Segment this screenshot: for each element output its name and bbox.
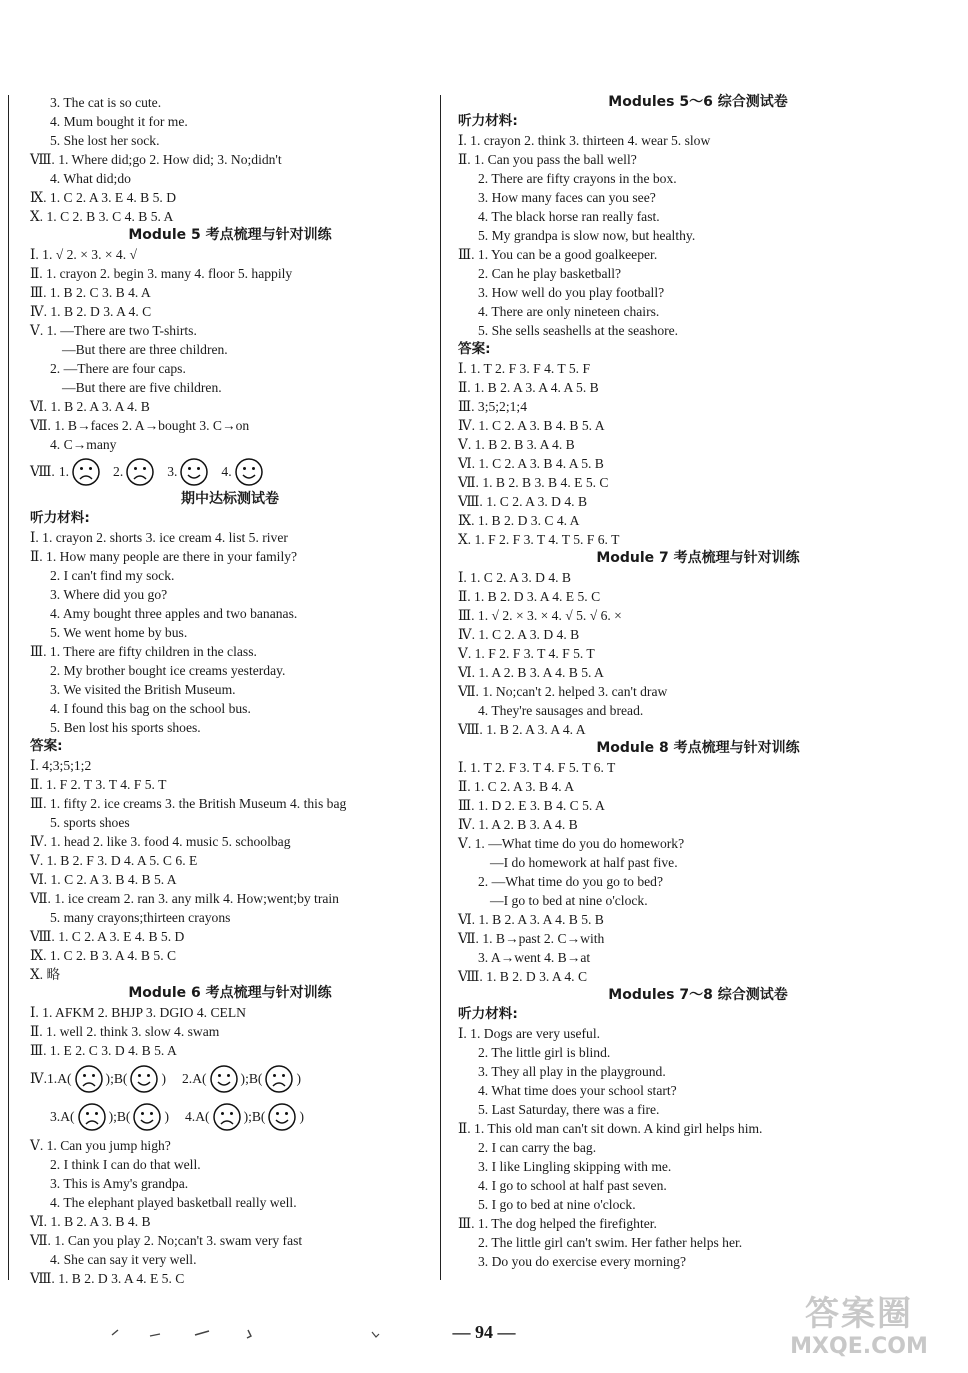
answer-line: Ⅰ. 1. C 2. A 3. D 4. B bbox=[458, 570, 572, 585]
answer-line: Ⅳ. 1. B 2. D 3. A 4. C bbox=[30, 304, 152, 319]
answer-line: 5. We went home by bus. bbox=[50, 625, 188, 640]
happy-face-icon bbox=[209, 1064, 239, 1094]
watermark-title: 答案圈 bbox=[805, 1294, 913, 1334]
answer-line: Ⅱ. 1. B 2. D 3. A 4. E 5. C bbox=[458, 589, 601, 604]
answer-line: Ⅲ. 1. The dog helped the firefighter. bbox=[458, 1216, 657, 1231]
answer-line: 4. There are only nineteen chairs. bbox=[478, 304, 660, 319]
answer-line: Ⅰ. 1. Dogs are very useful. bbox=[458, 1026, 601, 1041]
question-number: Ⅳ. bbox=[30, 1071, 47, 1086]
answer-line: Ⅸ. 1. C 2. B 3. A 4. B 5. C bbox=[30, 948, 177, 963]
answer-line: Ⅲ. 1. fifty 2. ice creams 3. the British Museum 4. this bag bbox=[30, 796, 347, 811]
answer-line: 3. Do you do exercise every morning? bbox=[478, 1254, 686, 1269]
answer-line: Ⅶ. 1. B 2. B 3. B 4. E 5. C bbox=[458, 475, 609, 490]
item-number: 1. bbox=[46, 1071, 58, 1086]
ab-face-answer-row bbox=[30, 1060, 430, 1098]
item-number: 3. bbox=[167, 464, 178, 479]
scan-artifact-marks bbox=[100, 1326, 400, 1340]
answer-line: 5. My grandpa is slow now, but healthy. bbox=[478, 228, 696, 243]
answer-line: Ⅷ. 1. C 2. A 3. D 4. B bbox=[458, 494, 588, 509]
answer-line: 2. I can't find my sock. bbox=[50, 568, 175, 583]
answer-line: Ⅰ. 1. T 2. F 3. F 4. T 5. F bbox=[458, 361, 591, 376]
answer-line: Ⅵ. 1. B 2. A 3. B 4. B bbox=[30, 1214, 151, 1229]
section-heading: Module 5 考点梳理与针对训练 bbox=[128, 227, 332, 243]
answer-line: Ⅷ. 1. B 2. D 3. A 4. C bbox=[458, 969, 588, 984]
section-label: 听力材料: bbox=[30, 510, 90, 526]
happy-face-icon bbox=[132, 1102, 162, 1132]
answer-line: Ⅹ. 略 bbox=[30, 967, 61, 982]
answer-line: —I do homework at half past five. bbox=[490, 855, 678, 870]
answer-line: 2. —What time do you go to bed? bbox=[478, 874, 663, 889]
section-label: 听力材料: bbox=[458, 1006, 518, 1022]
answer-line: 3. I like Lingling skipping with me. bbox=[478, 1159, 672, 1174]
answer-line: Ⅳ. 1. C 2. A 3. B 4. B 5. A bbox=[458, 418, 605, 433]
column-divider bbox=[440, 95, 441, 1280]
answer-line: Ⅷ. 1. B 2. D 3. A 4. E 5. C bbox=[30, 1271, 185, 1286]
answer-line: 5. Last Saturday, there was a fire. bbox=[478, 1102, 660, 1117]
left-column bbox=[30, 93, 430, 1288]
answer-line: Ⅷ. 1. B 2. A 3. A 4. A bbox=[458, 722, 586, 737]
answer-line: Ⅵ. 1. C 2. A 3. B 4. B 5. A bbox=[30, 872, 177, 887]
answer-line: Ⅴ. 1. —What time do you do homework? bbox=[458, 836, 685, 851]
answer-line: 3. We visited the British Museum. bbox=[50, 682, 236, 697]
answer-line: 5. sports shoes bbox=[50, 815, 130, 830]
answer-line: 2. The little girl can't swim. Her father helps her. bbox=[478, 1235, 743, 1250]
happy-face-icon bbox=[129, 1064, 159, 1094]
answer-line: Ⅴ. 1. B 2. B 3. A 4. B bbox=[458, 437, 575, 452]
answer-line: Ⅹ. 1. F 2. F 3. T 4. T 5. F 6. T bbox=[458, 532, 620, 547]
answer-line: Ⅲ. 1. √ 2. × 3. × 4. √ 5. √ 6. × bbox=[458, 608, 622, 623]
answer-line: Ⅹ. 1. C 2. B 3. C 4. B 5. A bbox=[30, 209, 174, 224]
right-column bbox=[458, 93, 938, 1271]
section-heading: Module 6 考点梳理与针对训练 bbox=[128, 985, 332, 1001]
left-margin-rule bbox=[8, 95, 9, 1280]
section-label: 听力材料: bbox=[458, 113, 518, 129]
watermark-url: MXQE.COM bbox=[790, 1334, 928, 1359]
answer-line: Ⅳ. 1. head 2. like 3. food 4. music 5. schoolbag bbox=[30, 834, 291, 849]
answer-line: 4. She can say it very well. bbox=[50, 1252, 197, 1267]
section-heading: 期中达标测试卷 bbox=[181, 491, 279, 507]
answer-line: 2. —There are four caps. bbox=[50, 361, 186, 376]
answer-line: 2. I think I can do that well. bbox=[50, 1157, 201, 1172]
answer-line: 2. There are fifty crayons in the box. bbox=[478, 171, 677, 186]
paren-close: ) bbox=[164, 1109, 169, 1124]
answer-line: Ⅶ. 1. No;can't 2. helped 3. can't draw bbox=[458, 684, 668, 699]
answer-line: Ⅱ. 1. crayon 2. begin 3. many 4. floor 5. happily bbox=[30, 266, 293, 281]
answer-line: Ⅵ. 1. B 2. A 3. A 4. B bbox=[30, 399, 150, 414]
answer-line: Ⅶ. 1. Can you play 2. No;can't 3. swam very fast bbox=[30, 1233, 303, 1248]
item-number: 2. bbox=[181, 1071, 193, 1086]
answer-line: 3. Where did you go? bbox=[50, 587, 168, 602]
answer-line: Ⅲ. 1. You can be a good goalkeeper. bbox=[458, 247, 658, 262]
answer-line: Ⅱ. 1. B 2. A 3. A 4. A 5. B bbox=[458, 380, 599, 395]
answer-line: 4. I found this bag on the school bus. bbox=[50, 701, 251, 716]
answer-line: 3. They all play in the playground. bbox=[478, 1064, 666, 1079]
section-heading: Modules 5～6 综合测试卷 bbox=[608, 94, 788, 110]
answer-line: Ⅱ. 1. Can you pass the ball well? bbox=[458, 152, 637, 167]
item-number: 2. bbox=[113, 464, 124, 479]
answer-line: Ⅰ. 1. AFKM 2. BHJP 3. DGIO 4. CELN bbox=[30, 1005, 246, 1020]
sad-face-icon bbox=[74, 1064, 104, 1094]
answer-line: Ⅰ. 4;3;5;1;2 bbox=[30, 758, 92, 773]
option-b-label: );B( bbox=[240, 1071, 263, 1086]
answer-line: Ⅸ. 1. C 2. A 3. E 4. B 5. D bbox=[30, 190, 177, 205]
answer-line: Ⅲ. 1. There are fifty children in the class. bbox=[30, 644, 257, 659]
answer-line: 2. My brother bought ice creams yesterday. bbox=[50, 663, 286, 678]
answer-line: 4. Amy bought three apples and two bananas. bbox=[50, 606, 298, 621]
answer-line: Ⅵ. 1. C 2. A 3. B 4. A 5. B bbox=[458, 456, 604, 471]
ab-face-answer-row bbox=[30, 1098, 430, 1136]
section-heading: Module 7 考点梳理与针对训练 bbox=[596, 550, 800, 566]
answer-line: 3. A→went 4. B→at bbox=[478, 950, 591, 965]
sad-face-icon bbox=[125, 457, 155, 487]
answer-line: —But there are five children. bbox=[62, 380, 222, 395]
happy-face-icon bbox=[234, 457, 264, 487]
happy-face-icon bbox=[267, 1102, 297, 1132]
answer-line: 4. What time does your school start? bbox=[478, 1083, 677, 1098]
answer-line: Ⅵ. 1. B 2. A 3. A 4. B 5. B bbox=[458, 912, 604, 927]
paren-close: ) bbox=[296, 1071, 301, 1086]
answer-line: —But there are three children. bbox=[62, 342, 228, 357]
answer-line: Ⅱ. 1. F 2. T 3. T 4. F 5. T bbox=[30, 777, 167, 792]
answer-line: 3. How well do you play football? bbox=[478, 285, 665, 300]
item-number: 4. bbox=[185, 1109, 196, 1124]
option-b-label: );B( bbox=[243, 1109, 266, 1124]
paren-close: ) bbox=[161, 1071, 166, 1086]
option-b-label: );B( bbox=[108, 1109, 131, 1124]
answer-line: 3. How many faces can you see? bbox=[478, 190, 656, 205]
paren-close: ) bbox=[299, 1109, 304, 1124]
answer-line: Ⅰ. 1. √ 2. × 3. × 4. √ bbox=[30, 247, 137, 262]
answer-line: 2. Can he play basketball? bbox=[478, 266, 622, 281]
answer-line: 5. She sells seashells at the seashore. bbox=[478, 323, 679, 338]
answer-line: 4. Mum bought it for me. bbox=[50, 114, 188, 129]
answer-line: Ⅴ. 1. Can you jump high? bbox=[30, 1138, 171, 1153]
answer-line: Ⅲ. 1. B 2. C 3. B 4. A bbox=[30, 285, 151, 300]
answer-line: 5. Ben lost his sports shoes. bbox=[50, 720, 201, 735]
answer-line: 4. They're sausages and bread. bbox=[478, 703, 644, 718]
answer-line: Ⅲ. 1. D 2. E 3. B 4. C 5. A bbox=[458, 798, 605, 813]
happy-face-icon bbox=[179, 457, 209, 487]
answer-line: 4. What did;do bbox=[50, 171, 131, 186]
answer-line: 4. C→many bbox=[50, 437, 117, 452]
answer-line: Ⅴ. 1. —There are two T-shirts. bbox=[30, 323, 197, 338]
answer-line: 4. The elephant played basketball really well. bbox=[50, 1195, 297, 1210]
option-a-label: A( bbox=[192, 1071, 207, 1086]
answer-line: Ⅰ. 1. crayon 2. think 3. thirteen 4. wear 5. slow bbox=[458, 133, 711, 148]
answer-line: Ⅲ. 3;5;2;1;4 bbox=[458, 399, 527, 414]
answer-line: Ⅰ. 1. crayon 2. shorts 3. ice cream 4. list 5. river bbox=[30, 530, 288, 545]
section-heading: Module 8 考点梳理与针对训练 bbox=[596, 740, 800, 756]
answer-line: Ⅳ. 1. A 2. B 3. A 4. B bbox=[458, 817, 578, 832]
answer-line: Ⅶ. 1. B→faces 2. A→bought 3. C→on bbox=[30, 418, 250, 433]
question-number: Ⅷ. bbox=[30, 464, 55, 479]
section-label: 答案: bbox=[458, 341, 491, 357]
answer-line: Ⅶ. 1. B→past 2. C→with bbox=[458, 931, 605, 946]
answer-line: 5. She lost her sock. bbox=[50, 133, 160, 148]
answer-line: Ⅵ. 1. A 2. B 3. A 4. B 5. A bbox=[458, 665, 604, 680]
sad-face-icon bbox=[212, 1102, 242, 1132]
answer-line: Ⅶ. 1. ice cream 2. ran 3. any milk 4. How;went;by train bbox=[30, 891, 339, 906]
answer-line: 3. This is Amy's grandpa. bbox=[50, 1176, 189, 1191]
answer-line: Ⅴ. 1. F 2. F 3. T 4. F 5. T bbox=[458, 646, 595, 661]
answer-line: Ⅰ. 1. T 2. F 3. T 4. F 5. T 6. T bbox=[458, 760, 616, 775]
item-number: 3. bbox=[50, 1109, 61, 1124]
answer-line: Ⅳ. 1. C 2. A 3. D 4. B bbox=[458, 627, 580, 642]
answer-line: Ⅱ. 1. C 2. A 3. B 4. A bbox=[458, 779, 575, 794]
option-a-label: A( bbox=[57, 1071, 72, 1086]
answer-line: 5. many crayons;thirteen crayons bbox=[50, 910, 231, 925]
answer-line: Ⅲ. 1. E 2. C 3. D 4. B 5. A bbox=[30, 1043, 177, 1058]
sad-face-icon bbox=[77, 1102, 107, 1132]
option-a-label: A( bbox=[195, 1109, 210, 1124]
option-b-label: );B( bbox=[105, 1071, 128, 1086]
answer-line: Ⅱ. 1. This old man can't sit down. A kind girl helps him. bbox=[458, 1121, 763, 1136]
item-number: 4. bbox=[221, 464, 232, 479]
option-a-label: A( bbox=[60, 1109, 75, 1124]
answer-line: Ⅸ. 1. B 2. D 3. C 4. A bbox=[458, 513, 580, 528]
face-answer-row bbox=[30, 454, 430, 490]
page-number: — 94 — bbox=[452, 1322, 516, 1342]
answer-line: Ⅷ. 1. Where did;go 2. How did; 3. No;didn't bbox=[30, 152, 282, 167]
section-heading: Modules 7～8 综合测试卷 bbox=[608, 987, 788, 1003]
section-label: 答案: bbox=[30, 738, 63, 754]
answer-line: 3. The cat is so cute. bbox=[50, 95, 162, 110]
answer-line: Ⅱ. 1. well 2. think 3. slow 4. swam bbox=[30, 1024, 220, 1039]
sad-face-icon bbox=[264, 1064, 294, 1094]
sad-face-icon bbox=[71, 457, 101, 487]
answer-line: 5. I go to bed at nine o'clock. bbox=[478, 1197, 636, 1212]
answer-line: Ⅴ. 1. B 2. F 3. D 4. A 5. C 6. E bbox=[30, 853, 198, 868]
item-number: 1. bbox=[58, 464, 70, 479]
answer-line: 2. The little girl is blind. bbox=[478, 1045, 611, 1060]
answer-line: 2. I can carry the bag. bbox=[478, 1140, 597, 1155]
answer-line: Ⅷ. 1. C 2. A 3. E 4. B 5. D bbox=[30, 929, 185, 944]
answer-line: 4. I go to school at half past seven. bbox=[478, 1178, 667, 1193]
answer-line: Ⅱ. 1. How many people are there in your family? bbox=[30, 549, 298, 564]
answer-line: —I go to bed at nine o'clock. bbox=[490, 893, 648, 908]
watermark bbox=[764, 1294, 954, 1364]
answer-line: 4. The black horse ran really fast. bbox=[478, 209, 660, 224]
